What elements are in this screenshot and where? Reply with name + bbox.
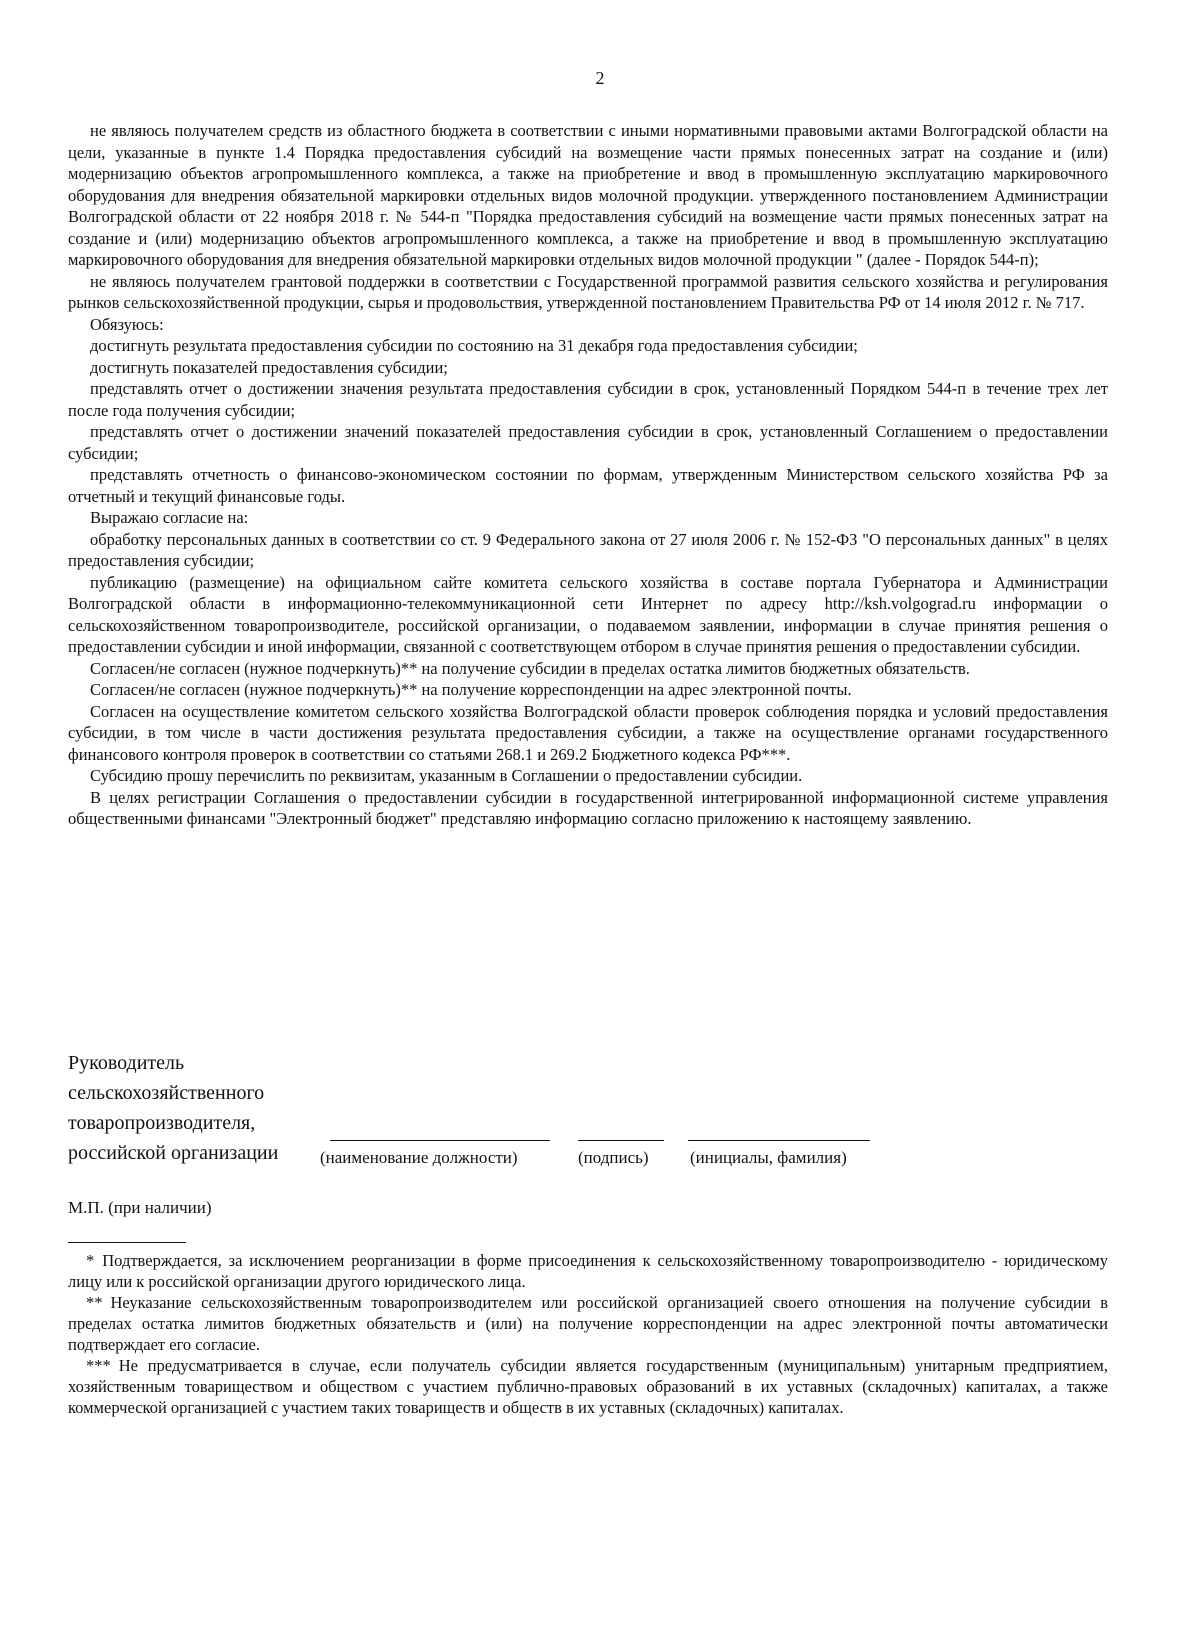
paragraph: достигнуть результата предоставления субсидии по состоянию на 31 декабря года предоставления субсидии; <box>90 336 858 355</box>
paragraph: Согласен/не согласен (нужное подчеркнуть)** на получение корреспонденции на адрес электронной почты. <box>90 680 852 699</box>
signature-title-line: российской организации <box>68 1142 279 1164</box>
signature-title-line: Руководитель <box>68 1052 185 1074</box>
paragraph: не являюсь получателем грантовой поддержки в соответствии с Государственной программой развития сельского хозяйства и регулирования рынков сельскохозяйственной продукции, сырья и продовольствия, утвержденной постановлением Правительства РФ от 14 июля 2012 г. № 717. <box>68 271 1108 312</box>
footnote-text: Не предусматривается в случае, если получатель субсидии является государственным (муниципальным) унитарным предприятием, хозяйственным товариществом и обществом с участием публично-правовых образований в их уставных (складочных) капиталах, а также коммерческой организацией с участием таких товариществ и обществ в их уставных (складочных) капиталах. <box>68 1356 1108 1417</box>
footnote-text: Подтверждается, за исключением реорганизации в форме присоединения к сельскохозяйственному товаропроизводителю - юридическому лицу или к российской организации другого юридического лица. <box>68 1251 1108 1291</box>
signature-caption: (подпись) <box>578 1148 649 1167</box>
name-line <box>688 1140 870 1141</box>
footnote-mark: ** <box>86 1293 103 1312</box>
signature-title-line: товаропроизводителя, <box>68 1112 256 1134</box>
paragraph: В целях регистрации Соглашения о предоставлении субсидии в государственной интегрированной информационной системе управления общественными финансами "Электронный бюджет" представляю информацию согласно приложению к настоящему заявлению. <box>68 787 1108 828</box>
paragraph: представлять отчет о достижении значения результата предоставления субсидии в срок, установленный Порядком 544-п в течение трех лет после года получения субсидии; <box>68 379 1108 420</box>
paragraph: представлять отчет о достижении значений показателей предоставления субсидии в срок, установленный Соглашением о предоставлении субсидии; <box>68 422 1108 463</box>
footnote-mark: *** <box>86 1356 111 1375</box>
footnote <box>68 1355 1108 1418</box>
document-body <box>68 120 1108 830</box>
footnotes <box>68 1250 1108 1418</box>
paragraph: публикацию (размещение) на официальном сайте комитета сельского хозяйства в составе портала Губернатора и Администрации Волгоградской области в информационно-телекоммуникационной сети Интернет по адресу http://ksh.volgograd.ru информации о сельскохозяйственном товаропроизводителе, российской организации, о подаваемом заявлении, информации в случае принятия решения о предоставлении субсидии и иной информации, связанной с соответствующем отбором в случае принятия решения о предоставлении субсидии. <box>68 572 1108 656</box>
paragraph: Согласен на осуществление комитетом сельского хозяйства Волгоградской области проверок соблюдения порядка и условий предоставления субсидии, в том числе в части достижения результата предоставления субсидии, а также на осуществление органами государственного финансового контроля проверок в соответствии со статьями 268.1 и 269.2 Бюджетного кодекса РФ***. <box>68 701 1108 764</box>
paragraph: обработку персональных данных в соответствии со ст. 9 Федерального закона от 27 июля 2006 г. № 152-ФЗ "О персональных данных" в целях предоставления субсидии; <box>68 529 1108 570</box>
signature-line <box>578 1140 664 1141</box>
paragraph: Субсидию прошу перечислить по реквизитам, указанным в Соглашении о предоставлении субсидии. <box>90 766 803 785</box>
footnote-mark: * <box>86 1251 95 1270</box>
position-caption: (наименование должности) <box>320 1148 518 1167</box>
paragraph: Согласен/не согласен (нужное подчеркнуть)** на получение субсидии в пределах остатка лимитов бюджетных обязательств. <box>90 658 970 678</box>
paragraph: Выражаю согласие на: <box>90 508 249 527</box>
position-line <box>330 1140 550 1141</box>
footnote <box>68 1250 1108 1292</box>
footnote <box>68 1292 1108 1355</box>
stamp-note: М.П. (при наличии) <box>68 1198 212 1217</box>
page-number: 2 <box>595 68 605 88</box>
name-caption: (инициалы, фамилия) <box>690 1148 847 1167</box>
paragraph: не являюсь получателем средств из областного бюджета в соответствии с иными нормативными правовыми актами Волгоградской области на цели, указанные в пункте 1.4 Порядка предоставления субсидий на возмещение части прямых понесенных затрат на создание и (или) модернизацию объектов агропромышленного комплекса, а также на приобретение и ввод в промышленную эксплуатацию маркировочного оборудования для внедрения обязательной маркировки отдельных видов молочной продукции. утвержденного постановлением Администрации Волгоградской области от 22 ноября 2018 г. № 544-п "Порядка предоставления субсидий на возмещение части прямых понесенных затрат на создание и (или) модернизацию объектов агропромышленного комплекса, а также на приобретение и ввод в промышленную эксплуатацию маркировочного оборудования для внедрения обязательной маркировки отдельных видов молочной продукции " (далее - Порядок 544-п); <box>68 121 1108 269</box>
footnote-text: Неуказание сельскохозяйственным товаропроизводителем или российской организацией своего отношения на получение субсидии в пределах остатка лимитов бюджетных обязательств и (или) на получение корреспонденции на адрес электронной почты автоматически подтверждает его согласие. <box>68 1293 1108 1354</box>
paragraph: представлять отчетность о финансово-экономическом состоянии по формам, утвержденным Министерством сельского хозяйства РФ за отчетный и текущий финансовые годы. <box>68 465 1108 506</box>
signature-lines <box>320 1140 1140 1190</box>
footnote-divider <box>68 1242 186 1243</box>
paragraph: достигнуть показателей предоставления субсидии; <box>90 357 448 377</box>
signature-title-line: сельскохозяйственного <box>68 1082 265 1104</box>
paragraph: Обязуюсь: <box>90 314 164 334</box>
